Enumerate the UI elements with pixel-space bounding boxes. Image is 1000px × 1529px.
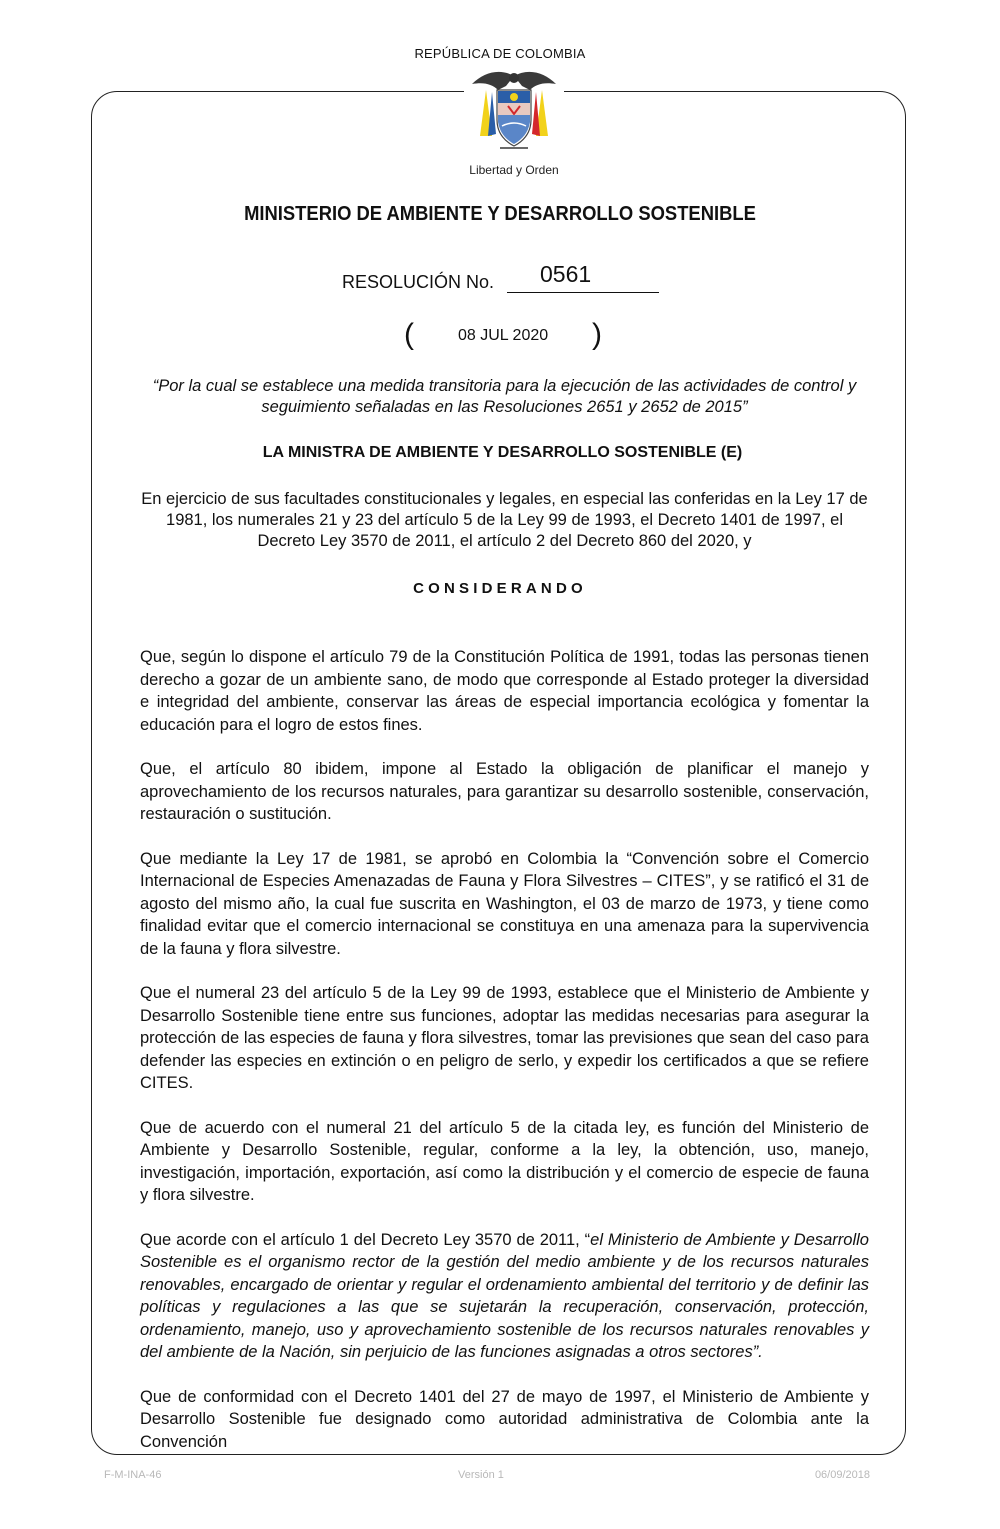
quote-paragraph — [140, 1229, 869, 1364]
paragraph: Que mediante la Ley 17 de 1981, se aprobó en Colombia la “Convención sobre el Comercio Internacional de Especies Amenazadas de Fauna y Flora Silvestres – CITES”, y se ratificó el 31 de agosto del mismo año, la cual fue suscrita en Washington, el 03 de marzo de 1973, y tiene como finalidad evitar que el comercio internacional se constituya en una amenaza para la supervivencia de la fauna y flora silvestre. — [140, 849, 869, 958]
paragraph: Que de acuerdo con el numeral 21 del artículo 5 de la citada ley, es función del Ministerio de Ambiente y Desarrollo Sostenible, regular, conforme a la ley, la obtención, uso, manejo, investigación, importación, exportación, así como la distribución y el comercio de especie de fauna y flora silvestre. — [140, 1118, 869, 1204]
quote-intro: Que acorde con el artículo 1 del Decreto Ley 3570 de 2011, “ — [140, 1230, 591, 1249]
document-body — [140, 646, 869, 1475]
footer-date: 06/09/2018 — [814, 1469, 870, 1481]
resolution-label: RESOLUCIÓN No. — [342, 272, 495, 292]
date-close-paren: ) — [592, 318, 602, 351]
quote-text: el Ministerio de Ambiente y Desarrollo Sostenible es el organismo rector de la gestión del medio ambiente y de los recursos naturales renovables, encargado de orientar y regular el ordenamiento ambiental del territorio y de definir las políticas y regulaciones a las que se sujetarán la recuperación, conservación, protección, ordenamiento, manejo, uso y aprovechamiento sostenible de los recursos naturales renovables y del ambiente de la Nación, sin perjuicio de las funciones asignadas a otros sectores”. — [140, 1230, 869, 1361]
paragraph: Que de conformidad con el Decreto 1401 del 27 de mayo de 1997, el Ministerio de Ambiente y Desarrollo Sostenible fue designado como autoridad administrativa de Colombia ante la Convención — [140, 1387, 869, 1451]
minister-heading: LA MINISTRA DE AMBIENTE Y DESARROLLO SOSTENIBLE (E) — [262, 444, 743, 461]
resolution-summary: “Por la cual se establece una medida transitoria para la ejecución de las actividades de control y seguimiento señaladas en las Resoluciones 2651 y 2652 de 2015” — [152, 377, 857, 416]
resolution-number-underline — [507, 292, 659, 293]
ministry-title: MINISTERIO DE AMBIENTE Y DESARROLLO SOSTENIBLE — [244, 203, 756, 225]
paragraph: Que, el artículo 80 ibidem, impone al Estado la obligación de planificar el manejo y aprovechamiento de los recursos naturales, para garantizar su desarrollo sostenible, conservación, restauración o sustitución. — [140, 760, 869, 823]
footer-version: Versión 1 — [458, 1469, 504, 1481]
date-open-paren: ( — [404, 318, 414, 351]
footer-form-code: F-M-INA-46 — [104, 1469, 162, 1481]
resolution-number: 0561 — [540, 261, 592, 287]
resolution-date: 08 JUL 2020 — [458, 327, 549, 344]
paragraph: Que el numeral 23 del artículo 5 de la Ley 99 de 1993, establece que el Ministerio de Ambiente y Desarrollo Sostenible tiene entre sus funciones, adoptar las medidas necesarias para asegurar la protección de las especies de fauna y flora silvestres, tomar las previsiones que sean del caso para defender las especies en extinción o en peligro de serlo, y expedir los certificados a que se refiere CITES. — [140, 984, 869, 1092]
paragraph: Que, según lo dispone el artículo 79 de la Constitución Política de 1991, todas las personas tienen derecho a gozar de un ambiente sano, de modo que corresponde al Estado proteger la diversidad e integridad del ambiente, conservar las áreas de especial importancia ecológica y fomentar la educación para el logro de estos fines. — [140, 648, 869, 734]
considerando-heading: CONSIDERANDO — [413, 580, 587, 597]
powers-paragraph: En ejercicio de sus facultades constitucionales y legales, en especial las conferidas en la Ley 17 de 1981, los numerales 21 y 23 del artículo 5 de la Ley 99 de 1993, el Decreto 1401 de 1997, el Decreto Ley 3570 de 2011, el artículo 2 del Decreto 860 del 2020, y — [141, 490, 868, 550]
motto: Libertad y Orden — [469, 163, 559, 177]
republic-header: REPÚBLICA DE COLOMBIA — [414, 46, 586, 61]
